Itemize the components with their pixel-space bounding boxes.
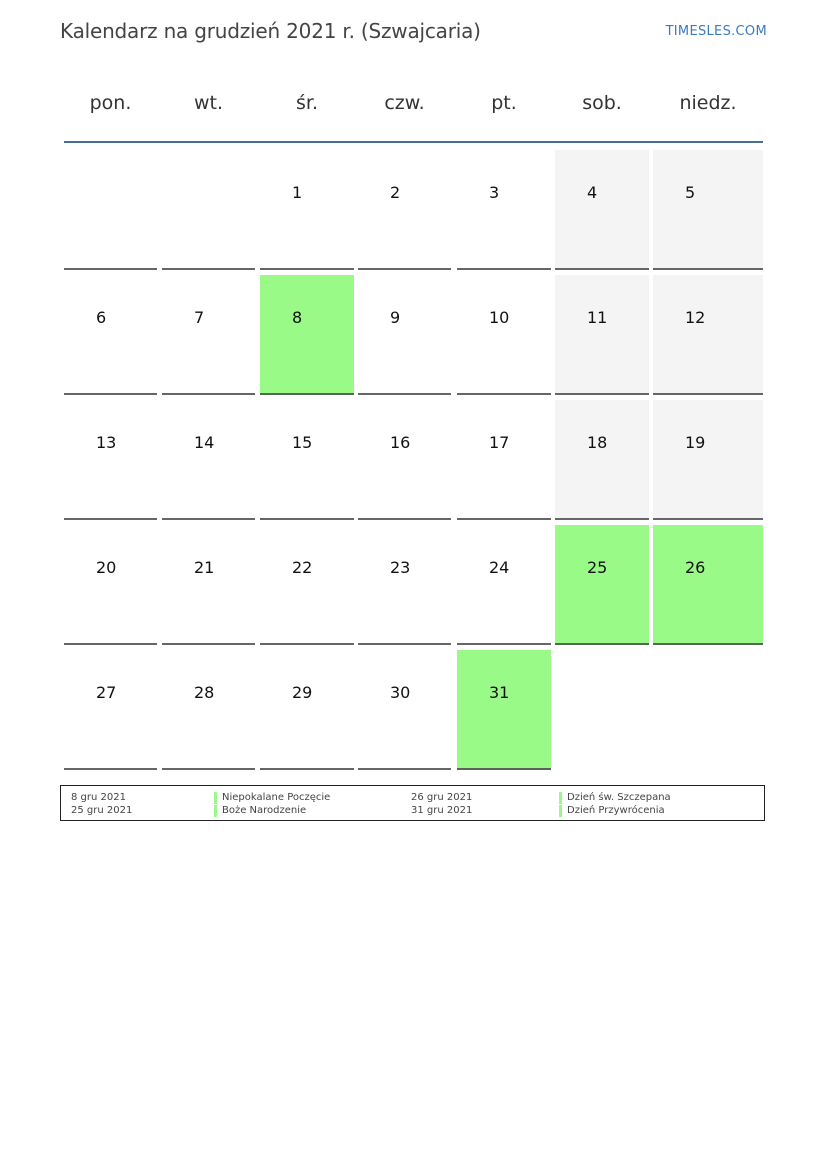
header-divider [64,141,763,143]
day-number: 13 [96,433,117,452]
day-number: 8 [292,308,303,327]
day-cell [64,525,157,645]
cell-bottom-rule [358,393,451,395]
weekday-label: wt. [193,92,224,114]
day-cell [555,275,649,395]
day-cell [358,275,451,395]
day-number: 26 [685,558,706,577]
day-cell [260,400,354,520]
cell-bottom-rule [358,518,451,520]
cell-bottom-rule [162,393,255,395]
legend-color-swatch [214,805,217,817]
cell-bottom-rule [555,643,649,645]
day-number: 1 [292,183,303,202]
legend-color-swatch [214,792,217,804]
weekday-label: pt. [491,92,517,114]
day-number: 23 [390,558,411,577]
cell-bottom-rule [260,768,354,770]
day-cell [64,400,157,520]
day-cell [457,400,551,520]
day-number: 9 [390,308,401,327]
cell-bottom-rule [457,768,551,770]
cell-bottom-rule [64,768,157,770]
day-number: 25 [587,558,608,577]
cell-bottom-rule [64,518,157,520]
day-cell [653,275,763,395]
day-cell [358,400,451,520]
cell-bottom-rule [260,643,354,645]
day-number: 3 [489,183,500,202]
day-number: 21 [194,558,215,577]
day-cell [260,150,354,270]
brand-link[interactable]: TIMESLES.COM [665,24,767,39]
day-number: 12 [685,308,706,327]
holiday-legend [60,785,765,821]
cell-bottom-rule [358,768,451,770]
day-number: 22 [292,558,313,577]
holiday-day-cell [555,525,649,645]
day-number: 14 [194,433,215,452]
legend-holiday-name: Niepokalane Poczęcie [222,792,331,803]
cell-bottom-rule [457,518,551,520]
day-number: 18 [587,433,608,452]
day-cell [555,150,649,270]
cell-bottom-rule [653,643,763,645]
empty-day-cell [64,150,157,270]
day-number: 27 [96,683,117,702]
day-cell [64,650,157,770]
day-number: 24 [489,558,510,577]
day-cell [260,650,354,770]
cell-bottom-rule [358,268,451,270]
legend-color-swatch [559,805,562,817]
legend-holiday-name: Boże Narodzenie [222,805,307,816]
weekday-label: pon. [89,92,132,114]
cell-bottom-rule [653,518,763,520]
cell-bottom-rule [457,268,551,270]
day-number: 17 [489,433,510,452]
day-cell [162,650,255,770]
legend-date: 25 gru 2021 [71,805,133,816]
day-cell [457,525,551,645]
cell-bottom-rule [457,643,551,645]
day-number: 7 [194,308,205,327]
cell-bottom-rule [260,393,354,395]
cell-bottom-rule [457,393,551,395]
day-cell [653,400,763,520]
day-number: 16 [390,433,411,452]
day-cell [162,275,255,395]
weekday-label: czw. [384,92,425,114]
cell-bottom-rule [260,268,354,270]
cell-bottom-rule [64,643,157,645]
day-number: 30 [390,683,411,702]
page-title: Kalendarz na grudzień 2021 r. (Szwajcaria) [60,19,481,43]
day-number: 15 [292,433,313,452]
day-cell [555,400,649,520]
holiday-day-cell [457,650,551,770]
day-number: 2 [390,183,401,202]
day-cell [260,525,354,645]
cell-bottom-rule [162,643,255,645]
legend-date: 31 gru 2021 [411,805,473,816]
weekday-label: śr. [295,92,318,114]
holiday-day-cell [653,525,763,645]
day-number: 4 [587,183,598,202]
day-cell [457,150,551,270]
day-cell [358,150,451,270]
weekday-label: niedz. [679,92,737,114]
legend-date: 8 gru 2021 [71,792,126,803]
cell-bottom-rule [555,393,649,395]
day-cell [457,275,551,395]
day-number: 11 [587,308,608,327]
day-cell [162,400,255,520]
cell-bottom-rule [653,393,763,395]
day-cell [162,525,255,645]
legend-holiday-name: Dzień św. Szczepana [567,792,671,803]
cell-bottom-rule [260,518,354,520]
empty-day-cell [162,150,255,270]
cell-bottom-rule [162,768,255,770]
day-number: 10 [489,308,510,327]
day-number: 28 [194,683,215,702]
cell-bottom-rule [358,643,451,645]
day-number: 6 [96,308,107,327]
day-cell [358,525,451,645]
day-cell [653,150,763,270]
legend-color-swatch [559,792,562,804]
cell-bottom-rule [653,268,763,270]
legend-holiday-name: Dzień Przywrócenia [567,805,665,816]
cell-bottom-rule [64,393,157,395]
day-cell [64,275,157,395]
weekday-label: sob. [582,92,622,114]
cell-bottom-rule [162,518,255,520]
day-number: 29 [292,683,313,702]
cell-bottom-rule [555,268,649,270]
day-number: 20 [96,558,117,577]
cell-bottom-rule [555,518,649,520]
day-number: 19 [685,433,706,452]
day-number: 5 [685,183,696,202]
cell-bottom-rule [162,268,255,270]
cell-bottom-rule [64,268,157,270]
legend-date: 26 gru 2021 [411,792,473,803]
day-cell [358,650,451,770]
holiday-day-cell [260,275,354,395]
day-number: 31 [489,683,510,702]
